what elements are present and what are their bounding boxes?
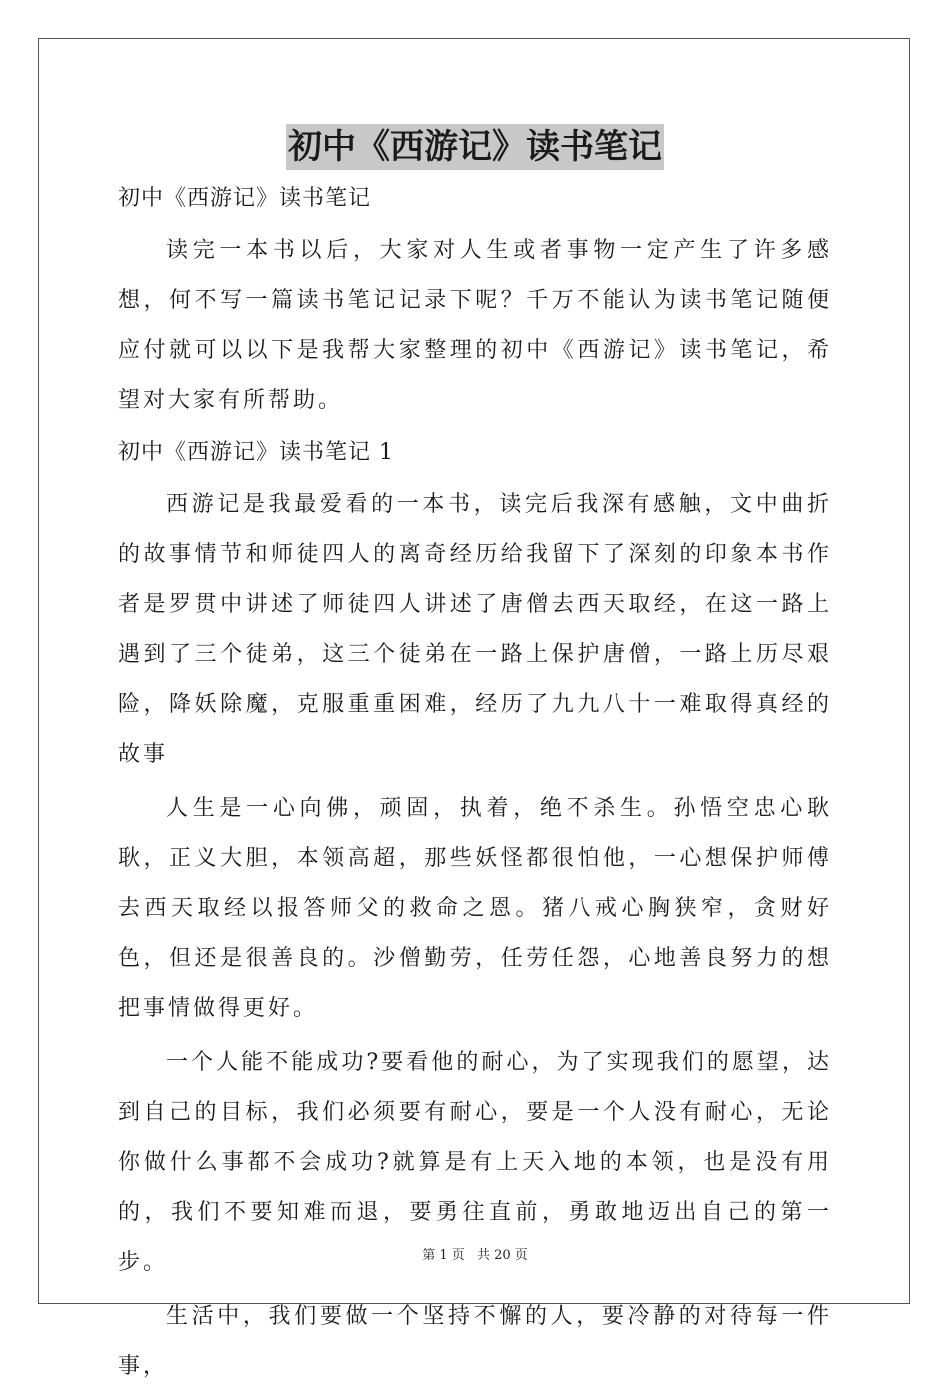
page-total: 共 20 页 <box>476 1248 528 1263</box>
page-number: 第 1 页 <box>422 1248 465 1263</box>
document-body <box>118 176 832 1392</box>
body-paragraph-2: 人生是一心向佛，顽固，执着，绝不杀生。孙悟空忠心耿耿，正义大胆，本领高超，那些妖怪都很怕他，一心想保护师傅去西天取经以报答师父的救命之恩。猪八戒心胸狭窄，贪财好色，但还是很善良的。沙僧勤劳，任劳任怨，心地善良努力的想把事情做得更好。 <box>118 796 832 1021</box>
title-container <box>0 124 950 170</box>
document-subtitle: 初中《西游记》读书笔记 <box>118 186 372 211</box>
page-footer <box>0 1244 950 1263</box>
body-paragraph-4: 生活中，我们要做一个坚持不懈的人，要冷静的对待每一件事， <box>118 1304 832 1379</box>
body-paragraph-3: 一个人能不能成功?要看他的耐心，为了实现我们的愿望，达到自己的目标，我们必须要有耐心，要是一个人没有耐心，无论你做什么事都不会成功?就算是有上天入地的本领，也是没有用的，我们不要知难而退，要勇往直前，勇敢地迈出自己的第一步。 <box>118 1050 832 1275</box>
intro-paragraph: 读完一本书以后，大家对人生或者事物一定产生了许多感想，何不写一篇读书笔记记录下呢？千万不能认为读书笔记随便应付就可以以下是我帮大家整理的初中《西游记》读书笔记，希望对大家有所帮助。 <box>118 238 832 413</box>
document-title: 初中《西游记》读书笔记 <box>286 124 664 170</box>
body-paragraph-1: 西游记是我最爱看的一本书，读完后我深有感触，文中曲折的故事情节和师徒四人的离奇经历给我留下了深刻的印象本书作者是罗贯中讲述了师徒四人讲述了唐僧去西天取经，在这一路上遇到了三个徒弟，这三个徒弟在一路上保护唐僧，一路上历尽艰险，降妖除魔，克服重重困难，经历了九九八十一难取得真经的故事 <box>118 492 832 767</box>
section-heading: 初中《西游记》读书笔记 1 <box>118 440 394 465</box>
